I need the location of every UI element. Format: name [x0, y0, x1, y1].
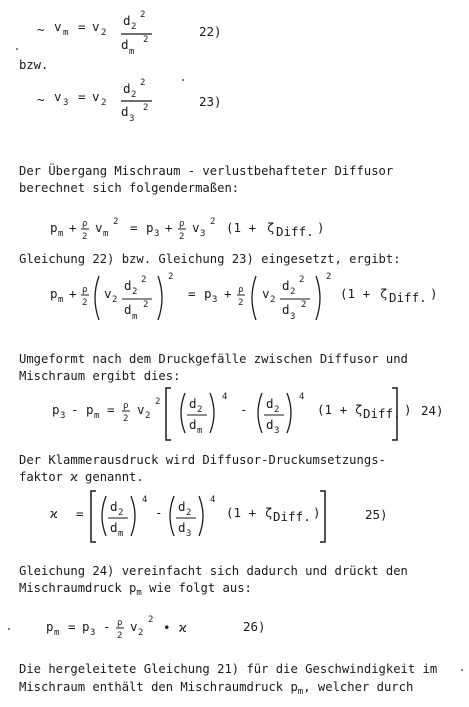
eq-a-p-sub: m	[58, 229, 64, 239]
eq25-num2-d: d	[178, 499, 186, 514]
eq24-close: )	[404, 402, 412, 417]
eq22-den-sub: m	[129, 47, 135, 57]
eq24-exp: 2	[155, 397, 161, 407]
eq24-num2-d: d	[266, 396, 274, 411]
eq22-v-sub: m	[63, 28, 69, 38]
eq22-num: d	[123, 13, 131, 28]
scan-speck	[182, 79, 184, 81]
eq23-den-exp: 2	[143, 103, 149, 113]
eq23-v2: v	[92, 89, 100, 104]
eq-a-plus: +	[69, 220, 77, 235]
eq26-rho: ρ	[117, 618, 123, 628]
eq-b-p3-sub: 3	[212, 295, 218, 305]
eq-a-exp: 2	[113, 217, 119, 227]
eq22-equals: =	[78, 19, 86, 34]
eq-b-outer-exp: 2	[168, 272, 174, 282]
eq-a-v: v	[95, 220, 103, 235]
para4-line1: Gleichung 24) vereinfacht sich dadurch und drückt den	[19, 564, 408, 578]
eq26-p3: p	[82, 619, 90, 634]
eq-b-den2-d: d	[282, 302, 290, 317]
eq-b-v-sub: 2	[112, 295, 118, 305]
eq-b-num-exp: 2	[141, 275, 147, 285]
eq23-den-sub: 3	[129, 114, 135, 124]
eq-b-den-d: d	[124, 302, 132, 317]
eq25-num1-d: d	[110, 499, 118, 514]
eq23-v-sub: 3	[63, 98, 69, 108]
eq-a-plus2: +	[165, 220, 173, 235]
eq-b-num-d: d	[124, 278, 132, 293]
eq23-equals: =	[78, 89, 86, 104]
eq24-four1: 4	[222, 392, 228, 402]
para1-line2: berechnet sich folgendermaßen:	[19, 181, 240, 195]
equation-25	[0, 484, 469, 546]
eq-b-p3: p	[204, 286, 212, 301]
eq23-label: 23)	[199, 94, 222, 109]
eq-b-factor: (1 +	[340, 286, 371, 301]
eq26-pm-sub: m	[54, 628, 60, 638]
eq25-den2-sub: 3	[186, 529, 192, 539]
eq-b-rho2: ρ	[238, 285, 244, 295]
equation-mixing-diffusor	[0, 208, 469, 248]
eq-b-v2-sub: 2	[270, 295, 276, 305]
eq24-v: v	[137, 402, 145, 417]
eq25-num1-sub: 2	[118, 508, 124, 518]
eq23-num-sub: 2	[131, 90, 137, 100]
eq24-rho: ρ	[123, 401, 129, 411]
eq26-v: v	[130, 619, 138, 634]
eq24-num1-sub: 2	[197, 405, 203, 415]
para2-line1: Umgeformt nach dem Druckgefälle zwischen Diffusor und	[19, 352, 408, 366]
eq24-v-sub: 2	[145, 411, 151, 421]
eq26-dot: •	[163, 620, 171, 635]
eq24-den2-d: d	[266, 417, 274, 432]
eq-a-v3-sub: 3	[200, 229, 206, 239]
eq-b-equals: =	[188, 286, 196, 301]
para4-line2-sub: m	[136, 588, 142, 598]
eq24-num1-d: d	[189, 396, 197, 411]
eq22-den-exp: 2	[143, 35, 149, 45]
eq25-zeta: ζ	[265, 505, 273, 520]
eq24-minus2: -	[240, 402, 248, 417]
eq24-den1-sub: m	[197, 426, 203, 436]
eq-b-close: )	[430, 286, 438, 301]
eq-b-num2-sub: 2	[290, 287, 296, 297]
eq24-two: 2	[123, 414, 129, 424]
equation-23	[0, 70, 469, 130]
eq24-p3-sub: 3	[60, 411, 66, 421]
para4-line2	[19, 581, 252, 598]
eq26-pm: p	[46, 619, 54, 634]
eq26-label: 26)	[243, 619, 266, 634]
eq25-minus: -	[155, 505, 163, 520]
eq26-equals: =	[68, 619, 76, 634]
eq-b-den2-sub: 3	[290, 312, 296, 322]
eq25-kappa: ϰ	[50, 506, 58, 521]
eq-a-close: )	[317, 220, 325, 235]
eq-a-p: p	[50, 220, 58, 235]
eq24-four2: 4	[299, 392, 305, 402]
eq25-num2-sub: 2	[186, 508, 192, 518]
eq25-den2-d: d	[178, 520, 186, 535]
eq23-den: d	[121, 104, 129, 119]
eq24-p3: p	[52, 402, 60, 417]
eq24-num2-sub: 2	[274, 405, 280, 415]
eq22-v: v	[54, 19, 62, 34]
eq-b-num2-d: d	[282, 278, 290, 293]
eq-b-den2-exp: 2	[301, 300, 307, 310]
para5-line2-text: Mischraum enthält den Mischraumdruck p	[19, 680, 298, 694]
eq-b-v2: v	[262, 286, 270, 301]
eq24-label: 24)	[421, 403, 444, 418]
eq24-factor: (1 +	[317, 402, 348, 417]
eq22-v2: v	[92, 19, 100, 34]
eq24-minus: -	[71, 402, 79, 417]
eq23-v: v	[54, 89, 62, 104]
eq26-two: 2	[117, 631, 123, 641]
eq23-v2-sub: 2	[101, 98, 107, 108]
equation-24	[0, 382, 469, 442]
eq-b-den-sub: m	[132, 312, 138, 322]
eq25-factor: (1 +	[226, 505, 257, 520]
para2-line2: Mischraum ergibt dies:	[19, 369, 181, 383]
eq25-four2: 4	[210, 495, 216, 505]
eq26-minus: -	[103, 619, 111, 634]
scan-speck	[8, 628, 10, 630]
para4-line2-text: Mischraumdruck p	[19, 581, 137, 595]
equation-26	[0, 608, 469, 644]
eq-a-zeta: ζ	[267, 220, 275, 235]
eq-b-v: v	[104, 286, 112, 301]
eq-b-num2-exp: 2	[299, 275, 305, 285]
eq26-kappa: ϰ	[179, 620, 187, 635]
eq23-approx: ~	[37, 92, 45, 107]
eq24-den1-d: d	[189, 417, 197, 432]
eq24-pm-sub: m	[94, 411, 100, 421]
eq24-den2-sub: 3	[274, 426, 280, 436]
eq23-num: d	[123, 81, 131, 96]
eq-b-two2: 2	[238, 298, 244, 308]
bzw-text: bzw.	[19, 58, 49, 72]
eq-b-diff: Diff.	[389, 290, 427, 305]
eq25-den1-d: d	[110, 520, 118, 535]
para5-line1: Die hergeleitete Gleichung 21) für die Geschwindigkeit im	[19, 662, 438, 676]
eq-b-rho: ρ	[82, 285, 88, 295]
para3-line2: faktor ϰ genannt.	[19, 470, 144, 484]
eq-b-two: 2	[82, 298, 88, 308]
eq-b-p: p	[50, 286, 58, 301]
eq22-num-exp: 2	[140, 10, 146, 20]
eq-b-plus: +	[69, 286, 77, 301]
scan-speck	[16, 48, 18, 50]
eq25-four1: 4	[142, 495, 148, 505]
eq26-p3-sub: 3	[90, 628, 96, 638]
eq-a-v3: v	[192, 220, 200, 235]
eq-b-den-exp: 2	[143, 300, 149, 310]
eq-a-v-sub: m	[103, 229, 109, 239]
eq24-zeta: ζ	[355, 402, 363, 417]
eq-b-p-sub: m	[58, 295, 64, 305]
equation-22	[0, 0, 469, 75]
para3-line1: Der Klammerausdruck wird Diffusor-Druckumsetzungs-	[19, 453, 386, 467]
eq22-den: d	[121, 37, 129, 52]
eq-a-rho2: ρ	[179, 219, 185, 229]
para5-line2	[19, 680, 414, 697]
para1-line1: Der Übergang Mischraum - verlustbehafteter Diffusor	[19, 164, 394, 178]
eq22-approx: ~	[37, 22, 45, 37]
eq-b-plus2: +	[224, 286, 232, 301]
eq-a-p3-sub: 3	[154, 229, 160, 239]
eq25-label: 25)	[365, 507, 388, 522]
eq23-num-exp: 2	[140, 78, 146, 88]
eq26-exp: 2	[148, 615, 154, 625]
eq24-equals: =	[107, 402, 115, 417]
eq25-diff: Diff.	[273, 509, 311, 524]
eq25-den1-sub: m	[118, 529, 124, 539]
eq-a-p3: p	[146, 220, 154, 235]
eq-b-zeta: ζ	[380, 286, 388, 301]
eq-a-equals: =	[130, 220, 138, 235]
eq-a-exp2: 2	[210, 217, 216, 227]
after-eq-a-text: Gleichung 22) bzw. Gleichung 23) eingesetzt, ergibt:	[19, 252, 401, 266]
eq-a-diff: Diff.	[276, 224, 314, 239]
eq-a-two2: 2	[179, 232, 185, 242]
eq-a-two: 2	[82, 232, 88, 242]
eq24-pm: p	[86, 402, 94, 417]
eq26-v-sub: 2	[138, 628, 144, 638]
para5-line2-end: , welcher durch	[303, 680, 414, 694]
eq-a-rho: ρ	[82, 219, 88, 229]
eq25-equals: =	[76, 506, 84, 521]
eq24-diff: Diff.	[363, 406, 401, 421]
para5-line2-sub: m	[297, 687, 304, 697]
eq22-v2-sub: 2	[101, 28, 107, 38]
eq22-label: 22)	[199, 24, 222, 39]
eq-b-num-sub: 2	[132, 287, 138, 297]
eq-a-factor: (1 +	[226, 220, 257, 235]
equation-substituted	[0, 266, 469, 332]
eq22-num-sub: 2	[131, 22, 137, 32]
eq25-close: )	[313, 505, 321, 520]
eq-b-outer2-exp: 2	[326, 272, 332, 282]
scan-speck	[461, 669, 463, 671]
para4-line2-end: wie folgt aus:	[141, 581, 252, 595]
